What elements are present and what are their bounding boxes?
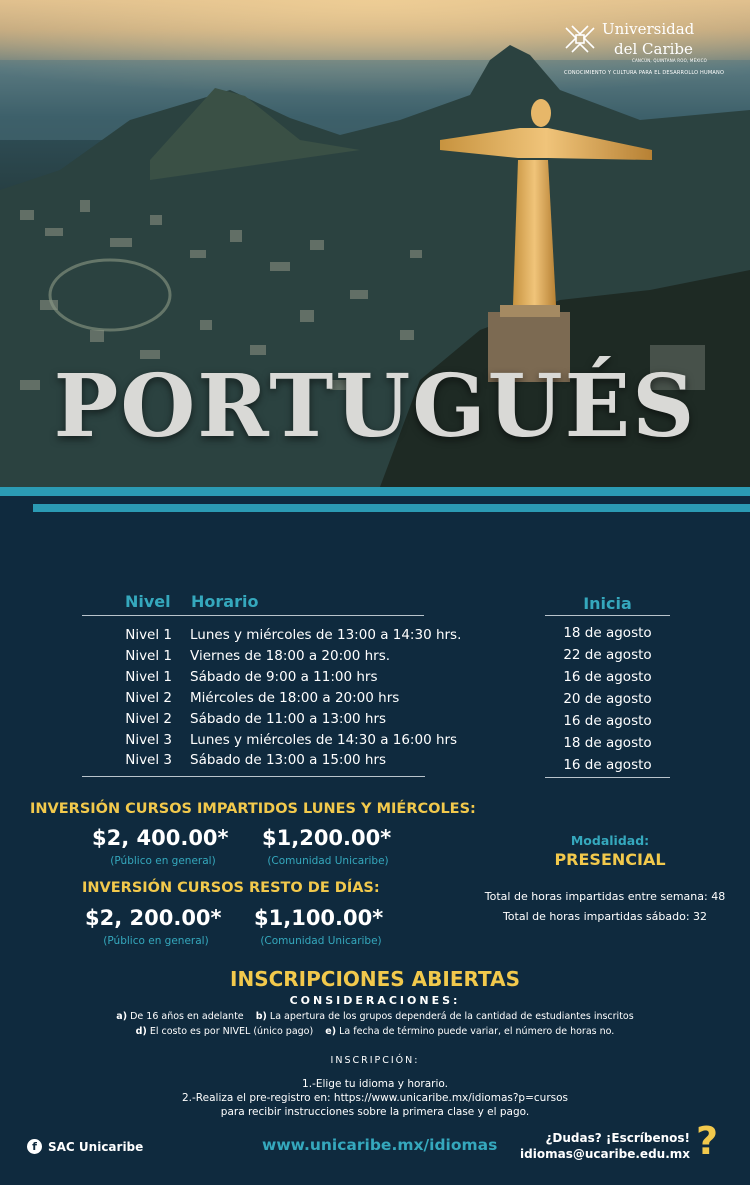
consideration-a-key: a)	[116, 1011, 128, 1022]
row-start: 18 de agosto	[563, 735, 652, 751]
consideration-a: De 16 años en adelante	[130, 1011, 244, 1022]
row-time: Sábado de 13:00 a 15:00 hrs	[190, 752, 387, 768]
consideration-e-key: e)	[325, 1026, 337, 1037]
considerations-line-2	[0, 1026, 750, 1037]
university-emblem-icon	[562, 22, 598, 58]
page-title: PORTUGUÉS	[53, 356, 697, 457]
row-level: Nivel 2	[125, 690, 172, 706]
row-level: Nivel 1	[125, 627, 172, 643]
email-link[interactable]: idiomas@ucaribe.edu.mx	[520, 1147, 690, 1161]
hours-weekday: Total de horas impartidas entre semana: 48	[484, 890, 726, 903]
other-days-investment-title: INVERSIÓN CURSOS RESTO DE DÍAS:	[82, 880, 380, 896]
row-time: Miércoles de 18:00 a 20:00 hrs	[190, 690, 400, 706]
row-level: Nivel 3	[125, 752, 172, 768]
row-start: 16 de agosto	[563, 757, 652, 773]
row-level: Nivel 2	[125, 711, 172, 727]
hero-image	[0, 0, 750, 487]
hours-saturday: Total de horas impartidas sábado: 32	[502, 910, 708, 923]
weekday-community-label: (Comunidad Unicaribe)	[267, 855, 389, 867]
schedule-header-level: Nivel	[125, 592, 171, 611]
universidad-del-caribe-logo	[562, 18, 725, 80]
start-divider-top	[545, 615, 670, 616]
inscription-step-3: para recibir instrucciones sobre la primera clase y el pago.	[220, 1106, 530, 1118]
modality-label: Modalidad:	[570, 833, 650, 848]
schedule-divider-top	[82, 615, 424, 616]
row-time: Sábado de 9:00 a 11:00 hrs	[190, 669, 378, 685]
consideration-b: La apertura de los grupos dependerá de la cantidad de estudiantes inscritos	[269, 1011, 634, 1022]
inscription-step-1: 1.-Elige tu idioma y horario.	[302, 1078, 448, 1090]
weekday-general-price: $2, 400.00*	[92, 826, 229, 850]
other-community-label: (Comunidad Unicaribe)	[260, 935, 382, 947]
row-level: Nivel 1	[125, 648, 172, 664]
row-level: Nivel 1	[125, 669, 172, 685]
other-general-price: $2, 200.00*	[85, 906, 222, 930]
logo-name-line1: Universidad	[602, 20, 695, 38]
row-time: Viernes de 18:00 a 20:00 hrs.	[190, 648, 391, 664]
row-time: Lunes y miércoles de 13:00 a 14:30 hrs.	[190, 627, 462, 643]
facebook-icon[interactable]: f	[27, 1139, 42, 1154]
schedule-header-start: Inicia	[583, 594, 632, 613]
question-mark-icon: ?	[696, 1119, 719, 1163]
schedule-header-time: Horario	[191, 592, 259, 611]
modality-value: PRESENCIAL	[554, 850, 666, 869]
row-start: 22 de agosto	[563, 647, 652, 663]
row-time: Lunes y miércoles de 14:30 a 16:00 hrs	[190, 732, 458, 748]
accent-bar-bottom	[33, 504, 750, 512]
questions-text: ¿Dudas? ¡Escríbenos!	[545, 1131, 690, 1145]
other-community-price: $1,100.00*	[254, 906, 384, 930]
row-level: Nivel 3	[125, 732, 172, 748]
schedule-divider-bottom	[82, 776, 425, 777]
weekday-general-label: (Público en general)	[110, 855, 216, 867]
start-divider-bottom	[545, 777, 670, 778]
logo-slogan: CONOCIMIENTO Y CULTURA PARA EL DESARROLLO HUMANO	[564, 70, 725, 76]
considerations-line-1	[0, 1011, 750, 1022]
accent-bar-top	[0, 487, 750, 496]
facebook-link[interactable]: SAC Unicaribe	[48, 1140, 144, 1154]
row-start: 16 de agosto	[563, 713, 652, 729]
logo-place: CANCÚN, QUINTANA ROO, MÉXICO	[632, 58, 707, 63]
logo-name-line2: del Caribe	[614, 40, 693, 58]
considerations-title: CONSIDERACIONES:	[289, 994, 461, 1007]
row-time: Sábado de 11:00 a 13:00 hrs	[190, 711, 387, 727]
consideration-d: El costo es por NIVEL (único pago)	[149, 1026, 314, 1037]
row-start: 16 de agosto	[563, 669, 652, 685]
consideration-d-key: d)	[135, 1026, 147, 1037]
consideration-b-key: b)	[255, 1011, 267, 1022]
website-link[interactable]: www.unicaribe.mx/idiomas	[262, 1136, 498, 1154]
consideration-e: La fecha de término puede variar, el número de horas no.	[339, 1026, 615, 1037]
enrollment-title: INSCRIPCIONES ABIERTAS	[230, 967, 520, 991]
weekday-investment-title: INVERSIÓN CURSOS IMPARTIDOS LUNES Y MIÉRCOLES:	[30, 801, 476, 817]
inscription-step-2: 2.-Realiza el pre-registro en: https://www.unicaribe.mx/idiomas?p=cursos	[182, 1092, 568, 1104]
weekday-community-price: $1,200.00*	[262, 826, 392, 850]
row-start: 18 de agosto	[563, 625, 652, 641]
other-general-label: (Público en general)	[103, 935, 209, 947]
inscription-label: INSCRIPCIÓN:	[330, 1055, 420, 1066]
row-start: 20 de agosto	[563, 691, 652, 707]
